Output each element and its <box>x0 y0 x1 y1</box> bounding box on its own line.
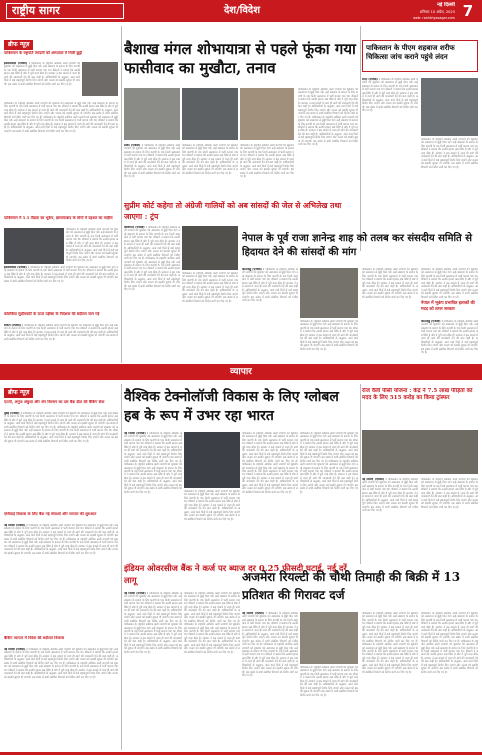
pakistan-pm-text: पाकिस्तान के राष्ट्रपति आसिफ अली जरदारी को शुक्रवार को अस्पताल से छुट्टी मिल गई। उन्हें संक्रमण के इलाज के लिए कराची के एक निजी अस्पताल में भर्ती कराया गया था। डॉक्टरों ने बताया कि उनकी हालत अब स्थिर है और वे पूरी तरह ठीक हैं। सरकार ने इस मामले में जल्द ही आगे की जानकारी देने की बात कही है। अधिकारियों के अनुसार, आने वाले दिनों में कई महत्वपूर्ण निर्णय लिए जाएंगे और जनता को इसकी सूचना दी जाएगी। इस संबंध में सभी संबंधित विभागों को निर्देश जारी कर दिए गए हैं। <box>421 138 478 169</box>
business-brief-column <box>4 388 118 750</box>
nepal-dateline: काठमांडू (एजेंसी) : <box>242 268 265 271</box>
court-text: पाकिस्तान के राष्ट्रपति आसिफ अली जरदारी को शुक्रवार को अस्पताल से छुट्टी मिल गई। उन्हें संक्रमण के इलाज के लिए कराची के एक निजी अस्पताल में भर्ती कराया गया था। डॉक्टरों ने बताया कि उनकी हालत अब स्थिर है और वे पूरी तरह ठीक हैं। सरकार ने इस मामले में जल्द ही आगे की जानकारी देने की बात कही है। अधिकारियों के अनुसार, आने वाले दिनों में कई महत्वपूर्ण निर्णय लिए जाएंगे और जनता को इसकी सूचना दी जाएगी। इस संबंध में सभी संबंधित विभागों को निर्देश जारी कर दिए गए हैं। <box>182 272 238 303</box>
nepal-side-body-cont <box>421 320 478 358</box>
brief-item-photo <box>82 62 118 96</box>
brief-item-title: पाकिस्तान के राष्ट्रपति जरदारी को अस्पताल में मिली छुट्टी <box>4 51 82 55</box>
business-brief-label: ब्रीफ न्यूज़ <box>4 388 33 398</box>
brief-item-body-cont <box>4 102 118 188</box>
lead-text: पाकिस्तान के राष्ट्रपति आसिफ अली जरदारी को शुक्रवार को अस्पताल से छुट्टी मिल गई। उन्हें संक्रमण के इलाज के लिए कराची के एक निजी अस्पताल में भर्ती कराया गया था। डॉक्टरों ने बताया कि उनकी हालत अब स्थिर है और वे पूरी तरह ठीक हैं। सरकार ने इस मामले में जल्द ही आगे की जानकारी देने की बात कही है। अधिकारियों के अनुसार, आने वाले दिनों में कई महत्वपूर्ण निर्णय लिए जाएंगे और जनता को इसकी सूचना दी जाएगी। इस संबंध में सभी संबंधित विभागों को निर्देश जारी कर दिए गए हैं। <box>298 88 358 119</box>
brief-text: पाकिस्तान के राष्ट्रपति आसिफ अली जरदारी को शुक्रवार को अस्पताल से छुट्टी मिल गई। उन्हें संक्रमण के इलाज के लिए कराची के एक निजी अस्पताल में भर्ती कराया गया था। डॉक्टरों ने बताया कि उनकी हालत अब स्थिर है और वे पूरी तरह ठीक हैं। सरकार ने इस मामले में जल्द ही आगे की जानकारी देने की बात कही है। अधिकारियों के अनुसार, आने वाले दिनों में कई महत्वपूर्ण निर्णय लिए जाएंगे और जनता को इसकी सूचना दी जाएगी। इस संबंध में सभी संबंधित विभागों को निर्देश जारी कर दिए गए हैं। <box>4 114 118 133</box>
nepal-text: पाकिस्तान के राष्ट्रपति आसिफ अली जरदारी को शुक्रवार को अस्पताल से छुट्टी मिल गई। उन्हें संक्रमण के इलाज के लिए कराची के एक निजी अस्पताल में भर्ती कराया गया था। डॉक्टरों ने बताया कि उनकी हालत अब स्थिर है और वे पूरी तरह ठीक हैं। सरकार ने इस मामले में जल्द ही आगे की जानकारी देने की बात कही है। अधिकारियों के अनुसार, आने वाले दिनों में कई महत्वपूर्ण निर्णय लिए जाएंगे और जनता को इसकी सूचना दी जाएगी। इस संबंध में सभी संबंधित विभागों को निर्देश जारी कर दिए गए हैं। <box>421 268 478 298</box>
realty-body-col2 <box>300 666 358 750</box>
business-brief-title: बैंकिंग व्यापार में विदेश की बदौलत विकास <box>4 636 65 640</box>
nepal-body-col2 <box>300 320 358 358</box>
nepal-body-col1 <box>242 268 298 358</box>
rbi-dateline: नई दिल्ली (एजेंसी) : <box>124 592 149 595</box>
business-brief-dateline: मुंबई (एजेंसी) : <box>4 412 22 415</box>
global-hub-text: पाकिस्तान के राष्ट्रपति आसिफ अली जरदारी को शुक्रवार को अस्पताल से छुट्टी मिल गई। उन्हें संक्रमण के इलाज के लिए कराची के एक निजी अस्पताल में भर्ती कराया गया था। डॉक्टरों ने बताया कि उनकी हालत अब स्थिर है और वे पूरी तरह ठीक हैं। सरकार ने इस मामले में जल्द ही आगे की जानकारी देने की बात कही है। अधिकारियों के अनुसार, आने वाले दिनों में कई महत्वपूर्ण निर्णय लिए जाएंगे और जनता को इसकी सूचना दी जाएगी। इस संबंध में सभी संबंधित विभागों को निर्देश जारी कर दिए गए हैं। <box>184 490 240 521</box>
global-hub-photo <box>184 432 240 488</box>
solar-text: पाकिस्तान के राष्ट्रपति आसिफ अली जरदारी को शुक्रवार को अस्पताल से छुट्टी मिल गई। उन्हें संक्रमण के इलाज के लिए कराची के एक निजी अस्पताल में भर्ती कराया गया था। डॉक्टरों ने बताया कि उनकी हालत अब स्थिर है और वे पूरी तरह ठीक हैं। सरकार ने इस मामले में जल्द ही आगे की जानकारी देने की बात कही है। अधिकारियों के अनुसार, आने वाले दिनों में कई महत्वपूर्ण निर्णय लिए जाएंगे और जनता को इसकी सूचना दी जाएगी। इस संबंध में सभी संबंधित विभागों को निर्देश जारी कर दिए गए हैं। <box>421 478 478 509</box>
pakistan-pm-body-col1 <box>362 78 418 148</box>
column-divider <box>360 384 361 564</box>
brief-dateline: बगोटा (एजेंसी) : <box>4 324 24 327</box>
pakistan-pm-text: पाकिस्तान के राष्ट्रपति आसिफ अली जरदारी को शुक्रवार को अस्पताल से छुट्टी मिल गई। उन्हें संक्रमण के इलाज के लिए कराची के एक निजी अस्पताल में भर्ती कराया गया था। डॉक्टरों ने बताया कि उनकी हालत अब स्थिर है और वे पूरी तरह ठीक हैं। सरकार ने इस मामले में जल्द ही आगे की जानकारी देने की बात कही है। अधिकारियों के अनुसार, आने वाले दिनों में कई महत्वपूर्ण निर्णय लिए जाएंगे और जनता को इसकी सूचना दी जाएगी। इस संबंध में सभी संबंधित विभागों को निर्देश जारी कर दिए गए हैं। <box>362 78 418 113</box>
lead-photo-2 <box>182 88 238 140</box>
masthead-city: नई दिल्ली <box>437 2 455 8</box>
business-brief-text: पाकिस्तान के राष्ट्रपति आसिफ अली जरदारी को शुक्रवार को अस्पताल से छुट्टी मिल गई। उन्हें संक्रमण के इलाज के लिए कराची के एक निजी अस्पताल में भर्ती कराया गया था। डॉक्टरों ने बताया कि उनकी हालत अब स्थिर है और वे पूरी तरह ठीक हैं। सरकार ने इस मामले में जल्द ही आगे की जानकारी देने की बात कही है। अधिकारियों के अनुसार, आने वाले दिनों में कई महत्वपूर्ण निर्णय लिए जाएंगे और जनता को इसकी सूचना दी जाएगी। इस संबंध में सभी संबंधित विभागों को निर्देश जारी कर दिए गए हैं। <box>4 536 118 555</box>
realty-headline: अजमेरा रियल्टी की चौथी तिमाही की बिक्री में 13 प्रतिशत की गिरावट दर्ज <box>242 570 461 602</box>
nepal-side-dateline: काठमांडू (एजेंसी) : <box>421 320 443 323</box>
solar-dateline: नई दिल्ली (एजेंसी) : <box>362 478 387 481</box>
global-hub-body-col2 <box>184 490 240 558</box>
newspaper-logo: राष्ट्रीय सागर <box>12 4 60 17</box>
business-section-bar <box>0 364 482 380</box>
business-brief-body <box>4 648 118 748</box>
court-body-col2 <box>182 272 238 358</box>
global-hub-headline: वैश्विक टेक्नोलॉजी विकास के लिए ग्लोबल हब के रूप में उभर रहा भारत <box>124 389 339 424</box>
realty-text: पाकिस्तान के राष्ट्रपति आसिफ अली जरदारी को शुक्रवार को अस्पताल से छुट्टी मिल गई। उन्हें संक्रमण के इलाज के लिए कराची के एक निजी अस्पताल में भर्ती कराया गया था। डॉक्टरों ने बताया कि उनकी हालत अब स्थिर है और वे पूरी तरह ठीक हैं। सरकार ने इस मामले में जल्द ही आगे की जानकारी देने की बात कही है। अधिकारियों के अनुसार, आने वाले दिनों में कई महत्वपूर्ण निर्णय लिए जाएंगे और जनता को इसकी सूचना दी जाएगी। इस संबंध में सभी संबंधित विभागों को निर्देश जारी कर दिए गए हैं। <box>242 612 298 647</box>
masthead-date: शनिवार 10 अप्रैल, 2025 <box>419 10 455 14</box>
realty-body-col1 <box>242 612 298 750</box>
lead-photo-3 <box>240 88 294 140</box>
rbi-body-col1 <box>124 592 182 750</box>
realty-photo <box>300 612 358 664</box>
business-brief-text: पाकिस्तान के राष्ट्रपति आसिफ अली जरदारी को शुक्रवार को अस्पताल से छुट्टी मिल गई। उन्हें संक्रमण के इलाज के लिए कराची के एक निजी अस्पताल में भर्ती कराया गया था। डॉक्टरों ने बताया कि उनकी हालत अब स्थिर है और वे पूरी तरह ठीक हैं। सरकार ने इस मामले में जल्द ही आगे की जानकारी देने की बात कही है। अधिकारियों के अनुसार, आने वाले दिनों में कई महत्वपूर्ण निर्णय लिए जाएंगे और जनता को इसकी सूचना दी जाएगी। इस संबंध में सभी संबंधित विभागों को निर्देश जारी कर दिए गए हैं। <box>4 524 118 541</box>
brief-dateline: इस्लामाबाद (एजेंसी) : <box>4 62 30 65</box>
brief-news-column <box>4 40 118 358</box>
court-text: पाकिस्तान के राष्ट्रपति आसिफ अली जरदारी को शुक्रवार को अस्पताल से छुट्टी मिल गई। उन्हें संक्रमण के इलाज के लिए कराची के एक निजी अस्पताल में भर्ती कराया गया था। डॉक्टरों ने बताया कि उनकी हालत अब स्थिर है और वे पूरी तरह ठीक हैं। सरकार ने इस मामले में जल्द ही आगे की जानकारी देने की बात कही है। अधिकारियों के अनुसार, आने वाले दिनों में कई महत्वपूर्ण निर्णय लिए जाएंगे और जनता को इसकी सूचना दी जाएगी। इस संबंध में सभी संबंधित विभागों को निर्देश जारी कर दिए गए हैं। <box>124 226 180 261</box>
brief-item-body-cont <box>4 266 118 306</box>
rbi-headline: इंडियन ओवरसीज बैंक ने कर्ज पर ब्याज दर 0.25 फीसदी घटाई, नई दरें लागू <box>124 563 347 585</box>
section-title: देश/विदेश <box>223 5 261 16</box>
lead-text: पाकिस्तान के राष्ट्रपति आसिफ अली जरदारी को शुक्रवार को अस्पताल से छुट्टी मिल गई। उन्हें संक्रमण के इलाज के लिए कराची के एक निजी अस्पताल में भर्ती कराया गया था। डॉक्टरों ने बताया कि उनकी हालत अब स्थिर है और वे पूरी तरह ठीक हैं। सरकार ने इस मामले में जल्द ही आगे की जानकारी देने की बात कही है। अधिकारियों के अनुसार, आने वाले दिनों में कई महत्वपूर्ण निर्णय लिए जाएंगे और जनता को इसकी सूचना दी जाएगी। इस संबंध में सभी संबंधित विभागों को निर्देश जारी कर दिए गए हैं। <box>240 144 294 179</box>
nepal-text: पाकिस्तान के राष्ट्रपति आसिफ अली जरदारी को शुक्रवार को अस्पताल से छुट्टी मिल गई। उन्हें संक्रमण के इलाज के लिए कराची के एक निजी अस्पताल में भर्ती कराया गया था। डॉक्टरों ने बताया कि उनकी हालत अब स्थिर है और वे पूरी तरह ठीक हैं। सरकार ने इस मामले में जल्द ही आगे की जानकारी देने की बात कही है। अधिकारियों के अनुसार, आने वाले दिनों में कई महत्वपूर्ण निर्णय लिए जाएंगे और जनता को इसकी सूचना दी जाएगी। इस संबंध में सभी संबंधित विभागों को निर्देश जारी कर दिए गए हैं। <box>362 268 418 299</box>
lead-text: पाकिस्तान के राष्ट्रपति आसिफ अली जरदारी को शुक्रवार को अस्पताल से छुट्टी मिल गई। उन्हें संक्रमण के इलाज के लिए कराची के एक निजी अस्पताल में भर्ती कराया गया था। डॉक्टरों ने बताया कि उनकी हालत अब स्थिर है और वे पूरी तरह ठीक हैं। सरकार ने इस मामले में जल्द ही आगे की जानकारी देने की बात कही है। अधिकारियों के अनुसार, आने वाले दिनों में कई महत्वपूर्ण निर्णय लिए जाएंगे और जनता को इसकी सूचना दी जाएगी। इस संबंध में सभी संबंधित विभागों को निर्देश जारी कर दिए गए हैं। <box>124 144 180 179</box>
rbi-body-col2 <box>184 592 240 750</box>
realty-body-col3 <box>362 612 418 750</box>
business-brief-text: पाकिस्तान के राष्ट्रपति आसिफ अली जरदारी को शुक्रवार को अस्पताल से छुट्टी मिल गई। उन्हें संक्रमण के इलाज के लिए कराची के एक निजी अस्पताल में भर्ती कराया गया था। डॉक्टरों ने बताया कि उनकी हालत अब स्थिर है और वे पूरी तरह ठीक हैं। सरकार ने इस मामले में जल्द ही आगे की जानकारी देने की बात कही है। अधिकारियों के अनुसार, आने वाले दिनों में कई महत्वपूर्ण निर्णय लिए जाएंगे और जनता को इसकी सूचना दी जाएगी। इस संबंध में सभी संबंधित विभागों को निर्देश जारी कर दिए गए हैं। <box>4 648 118 665</box>
business-brief-title: एटली, अनुज अंबुजा और शेन विल्सन का दस बैंक डील की बैंकिंग सेवा <box>4 400 105 404</box>
global-hub-body-col1 <box>124 432 182 558</box>
brief-text: पाकिस्तान के राष्ट्रपति आसिफ अली जरदारी को शुक्रवार को अस्पताल से छुट्टी मिल गई। उन्हें संक्रमण के इलाज के लिए कराची के एक निजी अस्पताल में भर्ती कराया गया था। डॉक्टरों ने बताया कि उनकी हालत अब स्थिर है और वे पूरी तरह ठीक हैं। सरकार ने इस मामले में जल्द ही आगे की जानकारी देने की बात कही है। अधिकारियों के अनुसार, आने वाले दिनों में कई महत्वपूर्ण निर्णय लिए जाएंगे और जनता को इसकी सूचना दी जाएगी। इस संबंध में सभी संबंधित विभागों को निर्देश जारी कर दिए गए हैं। <box>4 266 118 283</box>
column-divider <box>121 26 122 363</box>
nepal-text: पाकिस्तान के राष्ट्रपति आसिफ अली जरदारी को शुक्रवार को अस्पताल से छुट्टी मिल गई। उन्हें संक्रमण के इलाज के लिए कराची के एक निजी अस्पताल में भर्ती कराया गया था। डॉक्टरों ने बताया कि उनकी हालत अब स्थिर है और वे पूरी तरह ठीक हैं। सरकार ने इस मामले में जल्द ही आगे की जानकारी देने की बात कही है। अधिकारियों के अनुसार, आने वाले दिनों में कई महत्वपूर्ण निर्णय लिए जाएंगे और जनता को इसकी सूचना दी जाएगी। इस संबंध में सभी संबंधित विभागों को निर्देश जारी कर दिए गए हैं। <box>242 268 298 303</box>
brief-text: पाकिस्तान के राष्ट्रपति आसिफ अली जरदारी को शुक्रवार को अस्पताल से छुट्टी मिल गई। उन्हें संक्रमण के इलाज के लिए कराची के एक निजी अस्पताल में भर्ती कराया गया था। डॉक्टरों ने बताया कि उनकी हालत अब स्थिर है और वे पूरी तरह ठीक हैं। सरकार ने इस मामले में जल्द ही आगे की जानकारी देने की बात कही है। अधिकारियों के अनुसार, आने वाले दिनों में कई महत्वपूर्ण निर्णय लिए जाएंगे और जनता को इसकी सूचना दी जाएगी। इस संबंध में सभी संबंधित विभागों को निर्देश जारी कर दिए गए हैं। <box>4 324 118 341</box>
brief-item-photo <box>4 228 64 264</box>
global-hub-text: पाकिस्तान के राष्ट्रपति आसिफ अली जरदारी को शुक्रवार को अस्पताल से छुट्टी मिल गई। उन्हें संक्रमण के इलाज के लिए कराची के एक निजी अस्पताल में भर्ती कराया गया था। डॉक्टरों ने बताया कि उनकी हालत अब स्थिर है और वे पूरी तरह ठीक हैं। सरकार ने इस मामले में जल्द ही आगे की जानकारी देने की बात कही है। अधिकारियों के अनुसार, आने वाले दिनों में कई महत्वपूर्ण निर्णय लिए जाएंगे और जनता को इसकी सूचना दी जाएगी। इस संबंध में सभी संबंधित विभागों को निर्देश जारी कर दिए गए हैं। <box>124 462 182 494</box>
brief-item-body <box>4 324 118 358</box>
solar-photo <box>362 430 478 474</box>
page-number: 7 <box>462 2 474 20</box>
global-hub-body-col4 <box>300 432 358 558</box>
realty-text: पाकिस्तान के राष्ट्रपति आसिफ अली जरदारी को शुक्रवार को अस्पताल से छुट्टी मिल गई। उन्हें संक्रमण के इलाज के लिए कराची के एक निजी अस्पताल में भर्ती कराया गया था। डॉक्टरों ने बताया कि उनकी हालत अब स्थिर है और वे पूरी तरह ठीक हैं। सरकार ने इस मामले में जल्द ही आगे की जानकारी देने की बात कही है। अधिकारियों के अनुसार, आने वाले दिनों में कई महत्वपूर्ण निर्णय लिए जाएंगे और जनता को इसकी सूचना दी जाएगी। इस संबंध में सभी संबंधित विभागों को निर्देश जारी कर दिए गए हैं। <box>362 612 418 643</box>
lead-photo-1 <box>124 88 180 140</box>
solar-body-col2 <box>421 478 478 560</box>
masthead-website: web: rashtriyasagar.com <box>413 16 455 20</box>
global-hub-text: पाकिस्तान के राष्ट्रपति आसिफ अली जरदारी को शुक्रवार को अस्पताल से छुट्टी मिल गई। उन्हें संक्रमण के इलाज के लिए कराची के एक निजी अस्पताल में भर्ती कराया गया था। डॉक्टरों ने बताया कि उनकी हालत अब स्थिर है और वे पूरी तरह ठीक हैं। सरकार ने इस मामले में जल्द ही आगे की जानकारी देने की बात कही है। अधिकारियों के अनुसार, आने वाले दिनों में कई महत्वपूर्ण निर्णय लिए जाएंगे और जनता को इसकी सूचना दी जाएगी। इस संबंध में सभी संबंधित विभागों को निर्देश जारी कर दिए गए हैं। <box>242 432 298 463</box>
global-hub-body-col3 <box>242 432 298 558</box>
brief-dateline: इस्लामाबाद (एजेंसी) : <box>4 266 30 269</box>
brief-text: पाकिस्तान के राष्ट्रपति आसिफ अली जरदारी को शुक्रवार को अस्पताल से छुट्टी मिल गई। उन्हें संक्रमण के इलाज के लिए कराची के एक निजी अस्पताल में भर्ती कराया गया था। डॉक्टरों ने बताया कि उनकी हालत अब स्थिर है और वे पूरी तरह ठीक हैं। सरकार ने इस मामले में जल्द ही आगे की जानकारी देने की बात कही है। अधिकारियों के अनुसार, आने वाले दिनों में कई महत्वपूर्ण निर्णय लिए जाएंगे और जनता को इसकी सूचना दी जाएगी। इस संबंध में सभी संबंधित विभागों को निर्देश जारी कर दिए गए हैं। <box>4 102 118 119</box>
global-hub-dateline: नई दिल्ली (एजेंसी) : <box>124 432 149 435</box>
solar-text: पाकिस्तान के राष्ट्रपति आसिफ अली जरदारी को शुक्रवार को अस्पताल से छुट्टी मिल गई। उन्हें संक्रमण के इलाज के लिए कराची के एक निजी अस्पताल में भर्ती कराया गया था। डॉक्टरों ने बताया कि उनकी हालत अब स्थिर है और वे पूरी तरह ठीक हैं। सरकार ने इस मामले में जल्द ही आगे की जानकारी देने की बात कही है। अधिकारियों के अनुसार, आने वाले दिनों में कई महत्वपूर्ण निर्णय लिए जाएंगे और जनता को इसकी सूचना दी जाएगी। इस संबंध में सभी संबंधित विभागों को निर्देश जारी कर दिए गए हैं। <box>362 478 418 513</box>
global-hub-text: पाकिस्तान के राष्ट्रपति आसिफ अली जरदारी को शुक्रवार को अस्पताल से छुट्टी मिल गई। उन्हें संक्रमण के इलाज के लिए कराची के एक निजी अस्पताल में भर्ती कराया गया था। डॉक्टरों ने बताया कि उनकी हालत अब स्थिर है और वे पूरी तरह ठीक हैं। सरकार ने इस मामले में जल्द ही आगे की जानकारी देने की बात कही है। अधिकारियों के अनुसार, आने वाले दिनों में कई महत्वपूर्ण निर्णय लिए जाएंगे और जनता को इसकी सूचना दी जाएगी। इस संबंध में सभी संबंधित विभागों को निर्देश जारी कर दिए गए हैं। <box>124 432 182 463</box>
nepal-body-col3 <box>362 268 418 358</box>
nepal-side-headline: नेपाल में भूकंप प्रभावित इलाकों की मदद को तत्पर सरकार <box>421 300 475 311</box>
nepal-photo <box>300 268 358 318</box>
business-brief-dateline: नई दिल्ली (एजेंसी) : <box>4 524 28 527</box>
pakistan-pm-headline: पाकिस्तान के पीएम शहबाज शरीफ चिकित्सा जांच कराने पहुंचे लंदन <box>366 43 455 61</box>
lead-dateline: ढाका (एजेंसी) : <box>124 144 144 147</box>
global-hub-text: पाकिस्तान के राष्ट्रपति आसिफ अली जरदारी को शुक्रवार को अस्पताल से छुट्टी मिल गई। उन्हें संक्रमण के इलाज के लिए कराची के एक निजी अस्पताल में भर्ती कराया गया था। डॉक्टरों ने बताया कि उनकी हालत अब स्थिर है और वे पूरी तरह ठीक हैं। सरकार ने इस मामले में जल्द ही आगे की जानकारी देने की बात कही है। अधिकारियों के अनुसार, आने वाले दिनों में कई महत्वपूर्ण निर्णय लिए जाएंगे और जनता को इसकी सूचना दी जाएगी। इस संबंध में सभी संबंधित विभागों को निर्देश जारी कर दिए गए हैं। <box>300 432 358 463</box>
brief-item-body <box>4 62 80 102</box>
business-brief-title: एशियाई विकास के लिए बैंक नई सेवाओं और व्यापार की शुरुआत <box>4 512 97 516</box>
brief-item-title: पाकिस्तान में 5.5 तीव्रता का भूकंप, इस्लामाबाद के लोगों में दहशत का माहौल <box>4 216 113 220</box>
solar-headline: रोज वैली पीसी योजना : केंद्र ने 7.5 लाख पीड़ितों को मदद के लिए 515 करोड़ का किया ट्रांस्फर <box>362 388 473 402</box>
rbi-text: पाकिस्तान के राष्ट्रपति आसिफ अली जरदारी को शुक्रवार को अस्पताल से छुट्टी मिल गई। उन्हें संक्रमण के इलाज के लिए कराची के एक निजी अस्पताल में भर्ती कराया गया था। डॉक्टरों ने बताया कि उनकी हालत अब स्थिर है और वे पूरी तरह ठीक हैं। सरकार ने इस मामले में जल्द ही आगे की जानकारी देने की बात कही है। अधिकारियों के अनुसार, आने वाले दिनों में कई महत्वपूर्ण निर्णय लिए जाएंगे और जनता को इसकी सूचना दी जाएगी। इस संबंध में सभी संबंधित विभागों को निर्देश जारी कर दिए गए हैं। <box>124 622 182 654</box>
lead-body-col3 <box>240 144 294 192</box>
court-body-col1 <box>124 226 180 358</box>
business-brief-text: पाकिस्तान के राष्ट्रपति आसिफ अली जरदारी को शुक्रवार को अस्पताल से छुट्टी मिल गई। उन्हें संक्रमण के इलाज के लिए कराची के एक निजी अस्पताल में भर्ती कराया गया था। डॉक्टरों ने बताया कि उनकी हालत अब स्थिर है और वे पूरी तरह ठीक हैं। सरकार ने इस मामले में जल्द ही आगे की जानकारी देने की बात कही है। अधिकारियों के अनुसार, आने वाले दिनों में कई महत्वपूर्ण निर्णय लिए जाएंगे और जनता को इसकी सूचना दी जाएगी। इस संबंध में सभी संबंधित विभागों को निर्देश जारी कर दिए गए हैं। <box>4 412 118 429</box>
rbi-text: पाकिस्तान के राष्ट्रपति आसिफ अली जरदारी को शुक्रवार को अस्पताल से छुट्टी मिल गई। उन्हें संक्रमण के इलाज के लिए कराची के एक निजी अस्पताल में भर्ती कराया गया था। डॉक्टरों ने बताया कि उनकी हालत अब स्थिर है और वे पूरी तरह ठीक हैं। सरकार ने इस मामले में जल्द ही आगे की जानकारी देने की बात कही है। अधिकारियों के अनुसार, आने वाले दिनों में कई महत्वपूर्ण निर्णय लिए जाएंगे और जनता को इसकी सूचना दी जाएगी। इस संबंध में सभी संबंधित विभागों को निर्देश जारी कर दिए गए हैं। <box>124 592 182 623</box>
realty-text: पाकिस्तान के राष्ट्रपति आसिफ अली जरदारी को शुक्रवार को अस्पताल से छुट्टी मिल गई। उन्हें संक्रमण के इलाज के लिए कराची के एक निजी अस्पताल में भर्ती कराया गया था। डॉक्टरों ने बताया कि उनकी हालत अब स्थिर है और वे पूरी तरह ठीक हैं। सरकार ने इस मामले में जल्द ही आगे की जानकारी देने की बात कही है। अधिकारियों के अनुसार, आने वाले दिनों में कई महत्वपूर्ण निर्णय लिए जाएंगे और जनता को इसकी सूचना दी जाएगी। इस संबंध में सभी संबंधित विभागों को निर्देश जारी कर दिए गए हैं। <box>421 638 478 674</box>
brief-news-label: ब्रीफ न्यूज़ <box>4 40 33 50</box>
nepal-text: पाकिस्तान के राष्ट्रपति आसिफ अली जरदारी को शुक्रवार को अस्पताल से छुट्टी मिल गई। उन्हें संक्रमण के इलाज के लिए कराची के एक निजी अस्पताल में भर्ती कराया गया था। डॉक्टरों ने बताया कि उनकी हालत अब स्थिर है और वे पूरी तरह ठीक हैं। सरकार ने इस मामले में जल्द ही आगे की जानकारी देने की बात कही है। अधिकारियों के अनुसार, आने वाले दिनों में कई महत्वपूर्ण निर्णय लिए जाएंगे और जनता को इसकी सूचना दी जाएगी। इस संबंध में सभी संबंधित विभागों को निर्देश जारी कर दिए गए हैं। <box>421 320 478 355</box>
global-hub-text: पाकिस्तान के राष्ट्रपति आसिफ अली जरदारी को शुक्रवार को अस्पताल से छुट्टी मिल गई। उन्हें संक्रमण के इलाज के लिए कराची के एक निजी अस्पताल में भर्ती कराया गया था। डॉक्टरों ने बताया कि उनकी हालत अब स्थिर है और वे पूरी तरह ठीक हैं। सरकार ने इस मामले में जल्द ही आगे की जानकारी देने की बात कही है। अधिकारियों के अनुसार, आने वाले दिनों में कई महत्वपूर्ण निर्णय लिए जाएंगे और जनता को इसकी सूचना दी जाएगी। इस संबंध में सभी संबंधित विभागों को निर्देश जारी कर दिए गए हैं। <box>242 462 298 494</box>
court-headline: सुप्रीम कोर्ट कहेगा तो अंग्रेजी गालियों को अब सांसदों की जेल से अभिलेख तथा जाएगा : ट्रंप <box>124 201 342 221</box>
rbi-text: पाकिस्तान के राष्ट्रपति आसिफ अली जरदारी को शुक्रवार को अस्पताल से छुट्टी मिल गई। उन्हें संक्रमण के इलाज के लिए कराची के एक निजी अस्पताल में भर्ती कराया गया था। डॉक्टरों ने बताया कि उनकी हालत अब स्थिर है और वे पूरी तरह ठीक हैं। सरकार ने इस मामले में जल्द ही आगे की जानकारी देने की बात कही है। अधिकारियों के अनुसार, आने वाले दिनों में कई महत्वपूर्ण निर्णय लिए जाएंगे और जनता को इसकी सूचना दी जाएगी। इस संबंध में सभी संबंधित विभागों को निर्देश जारी कर दिए गए हैं। <box>184 622 240 654</box>
masthead <box>0 0 482 22</box>
pakistan-pm-photo <box>421 78 478 136</box>
court-text: पाकिस्तान के राष्ट्रपति आसिफ अली जरदारी को शुक्रवार को अस्पताल से छुट्टी मिल गई। उन्हें संक्रमण के इलाज के लिए कराची के एक निजी अस्पताल में भर्ती कराया गया था। डॉक्टरों ने बताया कि उनकी हालत अब स्थिर है और वे पूरी तरह ठीक हैं। सरकार ने इस मामले में जल्द ही आगे की जानकारी देने की बात कही है। अधिकारियों के अनुसार, आने वाले दिनों में कई महत्वपूर्ण निर्णय लिए जाएंगे और जनता को इसकी सूचना दी जाएगी। इस संबंध में सभी संबंधित विभागों को निर्देश जारी कर दिए गए हैं। <box>124 256 180 292</box>
business-brief-dateline: नई दिल्ली (एजेंसी) : <box>4 648 28 651</box>
business-section-label: व्यापार <box>230 367 252 377</box>
global-hub-text: पाकिस्तान के राष्ट्रपति आसिफ अली जरदारी को शुक्रवार को अस्पताल से छुट्टी मिल गई। उन्हें संक्रमण के इलाज के लिए कराची के एक निजी अस्पताल में भर्ती कराया गया था। डॉक्टरों ने बताया कि उनकी हालत अब स्थिर है और वे पूरी तरह ठीक हैं। सरकार ने इस मामले में जल्द ही आगे की जानकारी देने की बात कही है। अधिकारियों के अनुसार, आने वाले दिनों में कई महत्वपूर्ण निर्णय लिए जाएंगे और जनता को इसकी सूचना दी जाएगी। इस संबंध में सभी संबंधित विभागों को निर्देश जारी कर दिए गए हैं। <box>300 458 358 494</box>
realty-text: पाकिस्तान के राष्ट्रपति आसिफ अली जरदारी को शुक्रवार को अस्पताल से छुट्टी मिल गई। उन्हें संक्रमण के इलाज के लिए कराची के एक निजी अस्पताल में भर्ती कराया गया था। डॉक्टरों ने बताया कि उनकी हालत अब स्थिर है और वे पूरी तरह ठीक हैं। सरकार ने इस मामले में जल्द ही आगे की जानकारी देने की बात कही है। अधिकारियों के अनुसार, आने वाले दिनों में कई महत्वपूर्ण निर्णय लिए जाएंगे और जनता को इसकी सूचना दी जाएगी। इस संबंध में सभी संबंधित विभागों को निर्देश जारी कर दिए गए हैं। <box>421 612 478 643</box>
rbi-text: पाकिस्तान के राष्ट्रपति आसिफ अली जरदारी को शुक्रवार को अस्पताल से छुट्टी मिल गई। उन्हें संक्रमण के इलाज के लिए कराची के एक निजी अस्पताल में भर्ती कराया गया था। डॉक्टरों ने बताया कि उनकी हालत अब स्थिर है और वे पूरी तरह ठीक हैं। सरकार ने इस मामले में जल्द ही आगे की जानकारी देने की बात कही है। अधिकारियों के अनुसार, आने वाले दिनों में कई महत्वपूर्ण निर्णय लिए जाएंगे और जनता को इसकी सूचना दी जाएगी। इस संबंध में सभी संबंधित विभागों को निर्देश जारी कर दिए गए हैं। <box>184 592 240 623</box>
realty-dateline: नई दिल्ली (एजेंसी) : <box>242 612 267 615</box>
court-dateline: वाशिंगटन (एजेंसी) : <box>124 226 148 229</box>
lead-text: पाकिस्तान के राष्ट्रपति आसिफ अली जरदारी को शुक्रवार को अस्पताल से छुट्टी मिल गई। उन्हें संक्रमण के इलाज के लिए कराची के एक निजी अस्पताल में भर्ती कराया गया था। डॉक्टरों ने बताया कि उनकी हालत अब स्थिर है और वे पूरी तरह ठीक हैं। सरकार ने इस मामले में जल्द ही आगे की जानकारी देने की बात कही है। अधिकारियों के अनुसार, आने वाले दिनों में कई महत्वपूर्ण निर्णय लिए जाएंगे और जनता को इसकी सूचना दी जाएगी। इस संबंध में सभी संबंधित विभागों को निर्देश जारी कर दिए गए हैं। <box>182 144 238 175</box>
column-divider <box>121 384 122 750</box>
solar-body-col1 <box>362 478 418 560</box>
nepal-side-body <box>421 268 478 298</box>
pakistan-pm-box <box>362 40 478 72</box>
realty-body-col4 <box>421 612 478 750</box>
business-brief-text: पाकिस्तान के राष्ट्रपति आसिफ अली जरदारी को शुक्रवार को अस्पताल से छुट्टी मिल गई। उन्हें संक्रमण के इलाज के लिए कराची के एक निजी अस्पताल में भर्ती कराया गया था। डॉक्टरों ने बताया कि उनकी हालत अब स्थिर है और वे पूरी तरह ठीक हैं। सरकार ने इस मामले में जल्द ही आगे की जानकारी देने की बात कही है। अधिकारियों के अनुसार, आने वाले दिनों में कई महत्वपूर्ण निर्णय लिए जाएंगे और जनता को इसकी सूचना दी जाएगी। इस संबंध में सभी संबंधित विभागों को निर्देश जारी कर दिए गए हैं। <box>4 660 118 679</box>
realty-text: पाकिस्तान के राष्ट्रपति आसिफ अली जरदारी को शुक्रवार को अस्पताल से छुट्टी मिल गई। उन्हें संक्रमण के इलाज के लिए कराची के एक निजी अस्पताल में भर्ती कराया गया था। डॉक्टरों ने बताया कि उनकी हालत अब स्थिर है और वे पूरी तरह ठीक हैं। सरकार ने इस मामले में जल्द ही आगे की जानकारी देने की बात कही है। अधिकारियों के अनुसार, आने वाले दिनों में कई महत्वपूर्ण निर्णय लिए जाएंगे और जनता को इसकी सूचना दी जाएगी। इस संबंध में सभी संबंधित विभागों को निर्देश जारी कर दिए गए हैं। <box>362 642 418 674</box>
column-divider <box>360 26 361 251</box>
business-brief-text: पाकिस्तान के राष्ट्रपति आसिफ अली जरदारी को शुक्रवार को अस्पताल से छुट्टी मिल गई। उन्हें संक्रमण के इलाज के लिए कराची के एक निजी अस्पताल में भर्ती कराया गया था। डॉक्टरों ने बताया कि उनकी हालत अब स्थिर है और वे पूरी तरह ठीक हैं। सरकार ने इस मामले में जल्द ही आगे की जानकारी देने की बात कही है। अधिकारियों के अनुसार, आने वाले दिनों में कई महत्वपूर्ण निर्णय लिए जाएंगे और जनता को इसकी सूचना दी जाएगी। इस संबंध में सभी संबंधित विभागों को निर्देश जारी कर दिए गए हैं। <box>4 424 118 443</box>
realty-text: पाकिस्तान के राष्ट्रपति आसिफ अली जरदारी को शुक्रवार को अस्पताल से छुट्टी मिल गई। उन्हें संक्रमण के इलाज के लिए कराची के एक निजी अस्पताल में भर्ती कराया गया था। डॉक्टरों ने बताया कि उनकी हालत अब स्थिर है और वे पूरी तरह ठीक हैं। सरकार ने इस मामले में जल्द ही आगे की जानकारी देने की बात कही है। अधिकारियों के अनुसार, आने वाले दिनों में कई महत्वपूर्ण निर्णय लिए जाएंगे और जनता को इसकी सूचना दी जाएगी। इस संबंध में सभी संबंधित विभागों को निर्देश जारी कर दिए गए हैं। <box>300 666 358 697</box>
brief-item-body <box>66 228 118 264</box>
pakistan-pm-body-col2 <box>421 138 478 192</box>
pakistan-pm-dateline: लंदन (एजेंसी) : <box>362 78 381 81</box>
realty-text: पाकिस्तान के राष्ट्रपति आसिफ अली जरदारी को शुक्रवार को अस्पताल से छुट्टी मिल गई। उन्हें संक्रमण के इलाज के लिए कराची के एक निजी अस्पताल में भर्ती कराया गया था। डॉक्टरों ने बताया कि उनकी हालत अब स्थिर है और वे पूरी तरह ठीक हैं। सरकार ने इस मामले में जल्द ही आगे की जानकारी देने की बात कही है। अधिकारियों के अनुसार, आने वाले दिनों में कई महत्वपूर्ण निर्णय लिए जाएंगे और जनता को इसकी सूचना दी जाएगी। इस संबंध में सभी संबंधित विभागों को निर्देश जारी कर दिए गए हैं। <box>242 642 298 678</box>
nepal-text: पाकिस्तान के राष्ट्रपति आसिफ अली जरदारी को शुक्रवार को अस्पताल से छुट्टी मिल गई। उन्हें संक्रमण के इलाज के लिए कराची के एक निजी अस्पताल में भर्ती कराया गया था। डॉक्टरों ने बताया कि उनकी हालत अब स्थिर है और वे पूरी तरह ठीक हैं। सरकार ने इस मामले में जल्द ही आगे की जानकारी देने की बात कही है। अधिकारियों के अनुसार, आने वाले दिनों में कई महत्वपूर्ण निर्णय लिए जाएंगे और जनता को इसकी सूचना दी जाएगी। इस संबंध में सभी संबंधित विभागों को निर्देश जारी कर दिए गए हैं। <box>300 320 358 351</box>
brief-text: पाकिस्तान के राष्ट्रपति आसिफ अली जरदारी को शुक्रवार को अस्पताल से छुट्टी मिल गई। उन्हें संक्रमण के इलाज के लिए कराची के एक निजी अस्पताल में भर्ती कराया गया था। डॉक्टरों ने बताया कि उनकी हालत अब स्थिर है और वे पूरी तरह ठीक हैं। सरकार ने इस मामले में जल्द ही आगे की जानकारी देने की बात कही है। अधिकारियों के अनुसार, आने वाले दिनों में कई महत्वपूर्ण निर्णय लिए जाएंगे और जनता को इसकी सूचना दी जाएगी। इस संबंध में सभी संबंधित विभागों को निर्देश जारी कर दिए गए हैं। <box>4 62 80 86</box>
business-brief-body <box>4 524 118 630</box>
brief-item-title: कोलंबिया सुप्रीमकोर्ट के ऊपर उड़ीसा के निदेशक की बदौलत जान गई <box>4 312 100 316</box>
nepal-headline: नेपाल के पूर्व राजा ज्ञानेन्द्र शाह को तलब कर संसदीय समिति से हिदायत देने की सांसदों की मांग <box>242 233 472 258</box>
business-brief-body <box>4 412 118 508</box>
lead-text: पाकिस्तान के राष्ट्रपति आसिफ अली जरदारी को शुक्रवार को अस्पताल से छुट्टी मिल गई। उन्हें संक्रमण के इलाज के लिए कराची के एक निजी अस्पताल में भर्ती कराया गया था। डॉक्टरों ने बताया कि उनकी हालत अब स्थिर है और वे पूरी तरह ठीक हैं। सरकार ने इस मामले में जल्द ही आगे की जानकारी देने की बात कही है। अधिकारियों के अनुसार, आने वाले दिनों में कई महत्वपूर्ण निर्णय लिए जाएंगे और जनता को इसकी सूचना दी जाएगी। इस संबंध में सभी संबंधित विभागों को निर्देश जारी कर दिए गए हैं। <box>298 114 358 147</box>
lead-body-col1 <box>124 144 180 192</box>
lead-headline: बैशाख मंगल शोभायात्रा से पहले फूंका गया फासीवाद का मुखौटा, तनाव <box>124 40 356 77</box>
lead-body-col4 <box>298 88 358 192</box>
brief-text: पाकिस्तान के राष्ट्रपति आसिफ अली जरदारी को शुक्रवार को अस्पताल से छुट्टी मिल गई। उन्हें संक्रमण के इलाज के लिए कराची के एक निजी अस्पताल में भर्ती कराया गया था। डॉक्टरों ने बताया कि उनकी हालत अब स्थिर है और वे पूरी तरह ठीक हैं। सरकार ने इस मामले में जल्द ही आगे की जानकारी देने की बात कही है। अधिकारियों के अनुसार, आने वाले दिनों में कई महत्वपूर्ण निर्णय लिए जाएंगे और जनता को इसकी सूचना दी जाएगी। इस संबंध में सभी संबंधित विभागों को निर्देश जारी कर दिए गए हैं। <box>66 228 118 263</box>
court-photo <box>182 226 238 270</box>
lead-body-col2 <box>182 144 238 192</box>
